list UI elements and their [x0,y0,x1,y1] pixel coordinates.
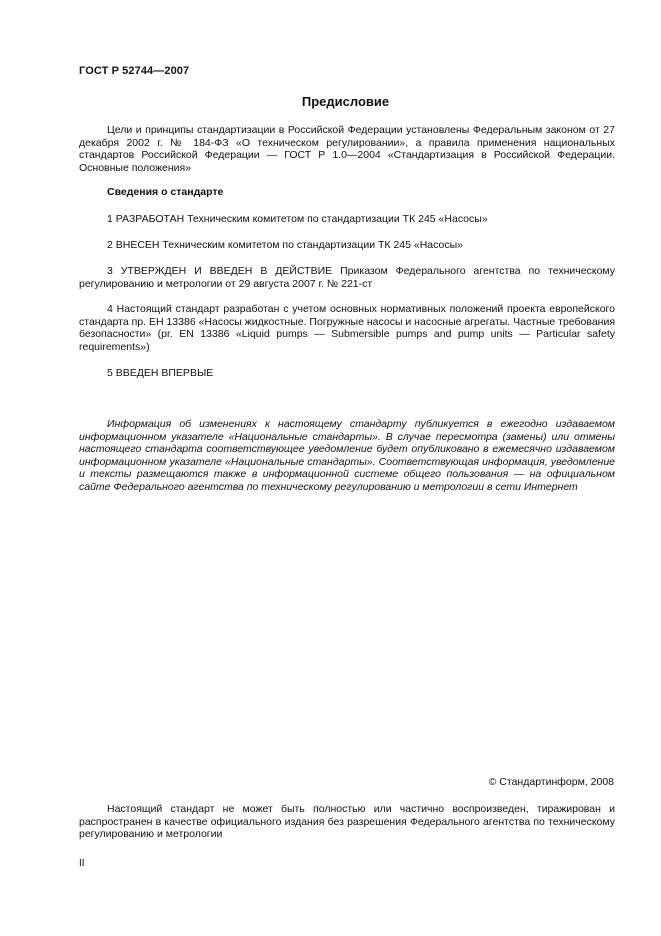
item-2: 2 ВНЕСЕН Техническим комитетом по стандартизации ТК 245 «Насосы» [107,239,463,251]
item-5: 5 ВВЕДЕН ВПЕРВЫЕ [107,367,214,379]
item-4: 4 Настоящий стандарт разработан с учетом основных нормативных положений проекта европейского стандарта пр. ЕН 13386 «Насосы жидкостные. Погружные насосы и насосные агрегаты. Частные требования безопасности» (pr. EN 13386 «Liquid pumps — Submersible pumps and pump units — Particular safety requirements») [79,303,616,353]
section-title: Предисловие [301,94,390,109]
intro-paragraph: Цели и принципы стандартизации в Российской Федерации установлены Федеральным законом от 27 декабря 2002 г. № 184-ФЗ «О техническом регулировании», а правила применения национальных стандартов Российской Федерации — ГОСТ Р 1.0—2004 «Стандартизация в Российской Федерации. Основные положения» [79,124,615,174]
item-3: 3 УТВЕРЖДЕН И ВВЕДЕН В ДЕЙСТВИЕ Приказом Федерального агентства по техническому регулированию и метрологии от 29 августа 2007 г. № 221-ст [79,265,615,290]
copyright-notice: © Стандартинформ, 2008 [488,776,614,788]
item-1: 1 РАЗРАБОТАН Техническим комитетом по стандартизации ТК 245 «Насосы» [107,213,488,225]
standard-code-header: ГОСТ Р 52744—2007 [79,65,190,77]
notice-paragraph: Информация об изменениях к настоящему стандарту публикуется в ежегодно издаваемом информационном указателе «Национальные стандарты». В случае пересмотра (замены) или отмены настоящего стандарта соответствующее уведомление будет опубликовано в ежемесячно издаваемом информационном указателе «Национальные стандарты». Соответствующая информация, уведомление и тексты размещаются также в информационной системе общего пользования — на официальном сайте Федерального агентства по техническому регулированию и метрологии в сети Интернет [79,418,615,493]
page-number: II [79,858,85,869]
info-heading: Сведения о стандарте [107,186,224,198]
reproduction-notice: Настоящий стандарт не может быть полностью или частично воспроизведен, тиражирован и распространен в качестве официального издания без разрешения Федерального агентства по техническому регулированию и метрологии [79,803,615,841]
